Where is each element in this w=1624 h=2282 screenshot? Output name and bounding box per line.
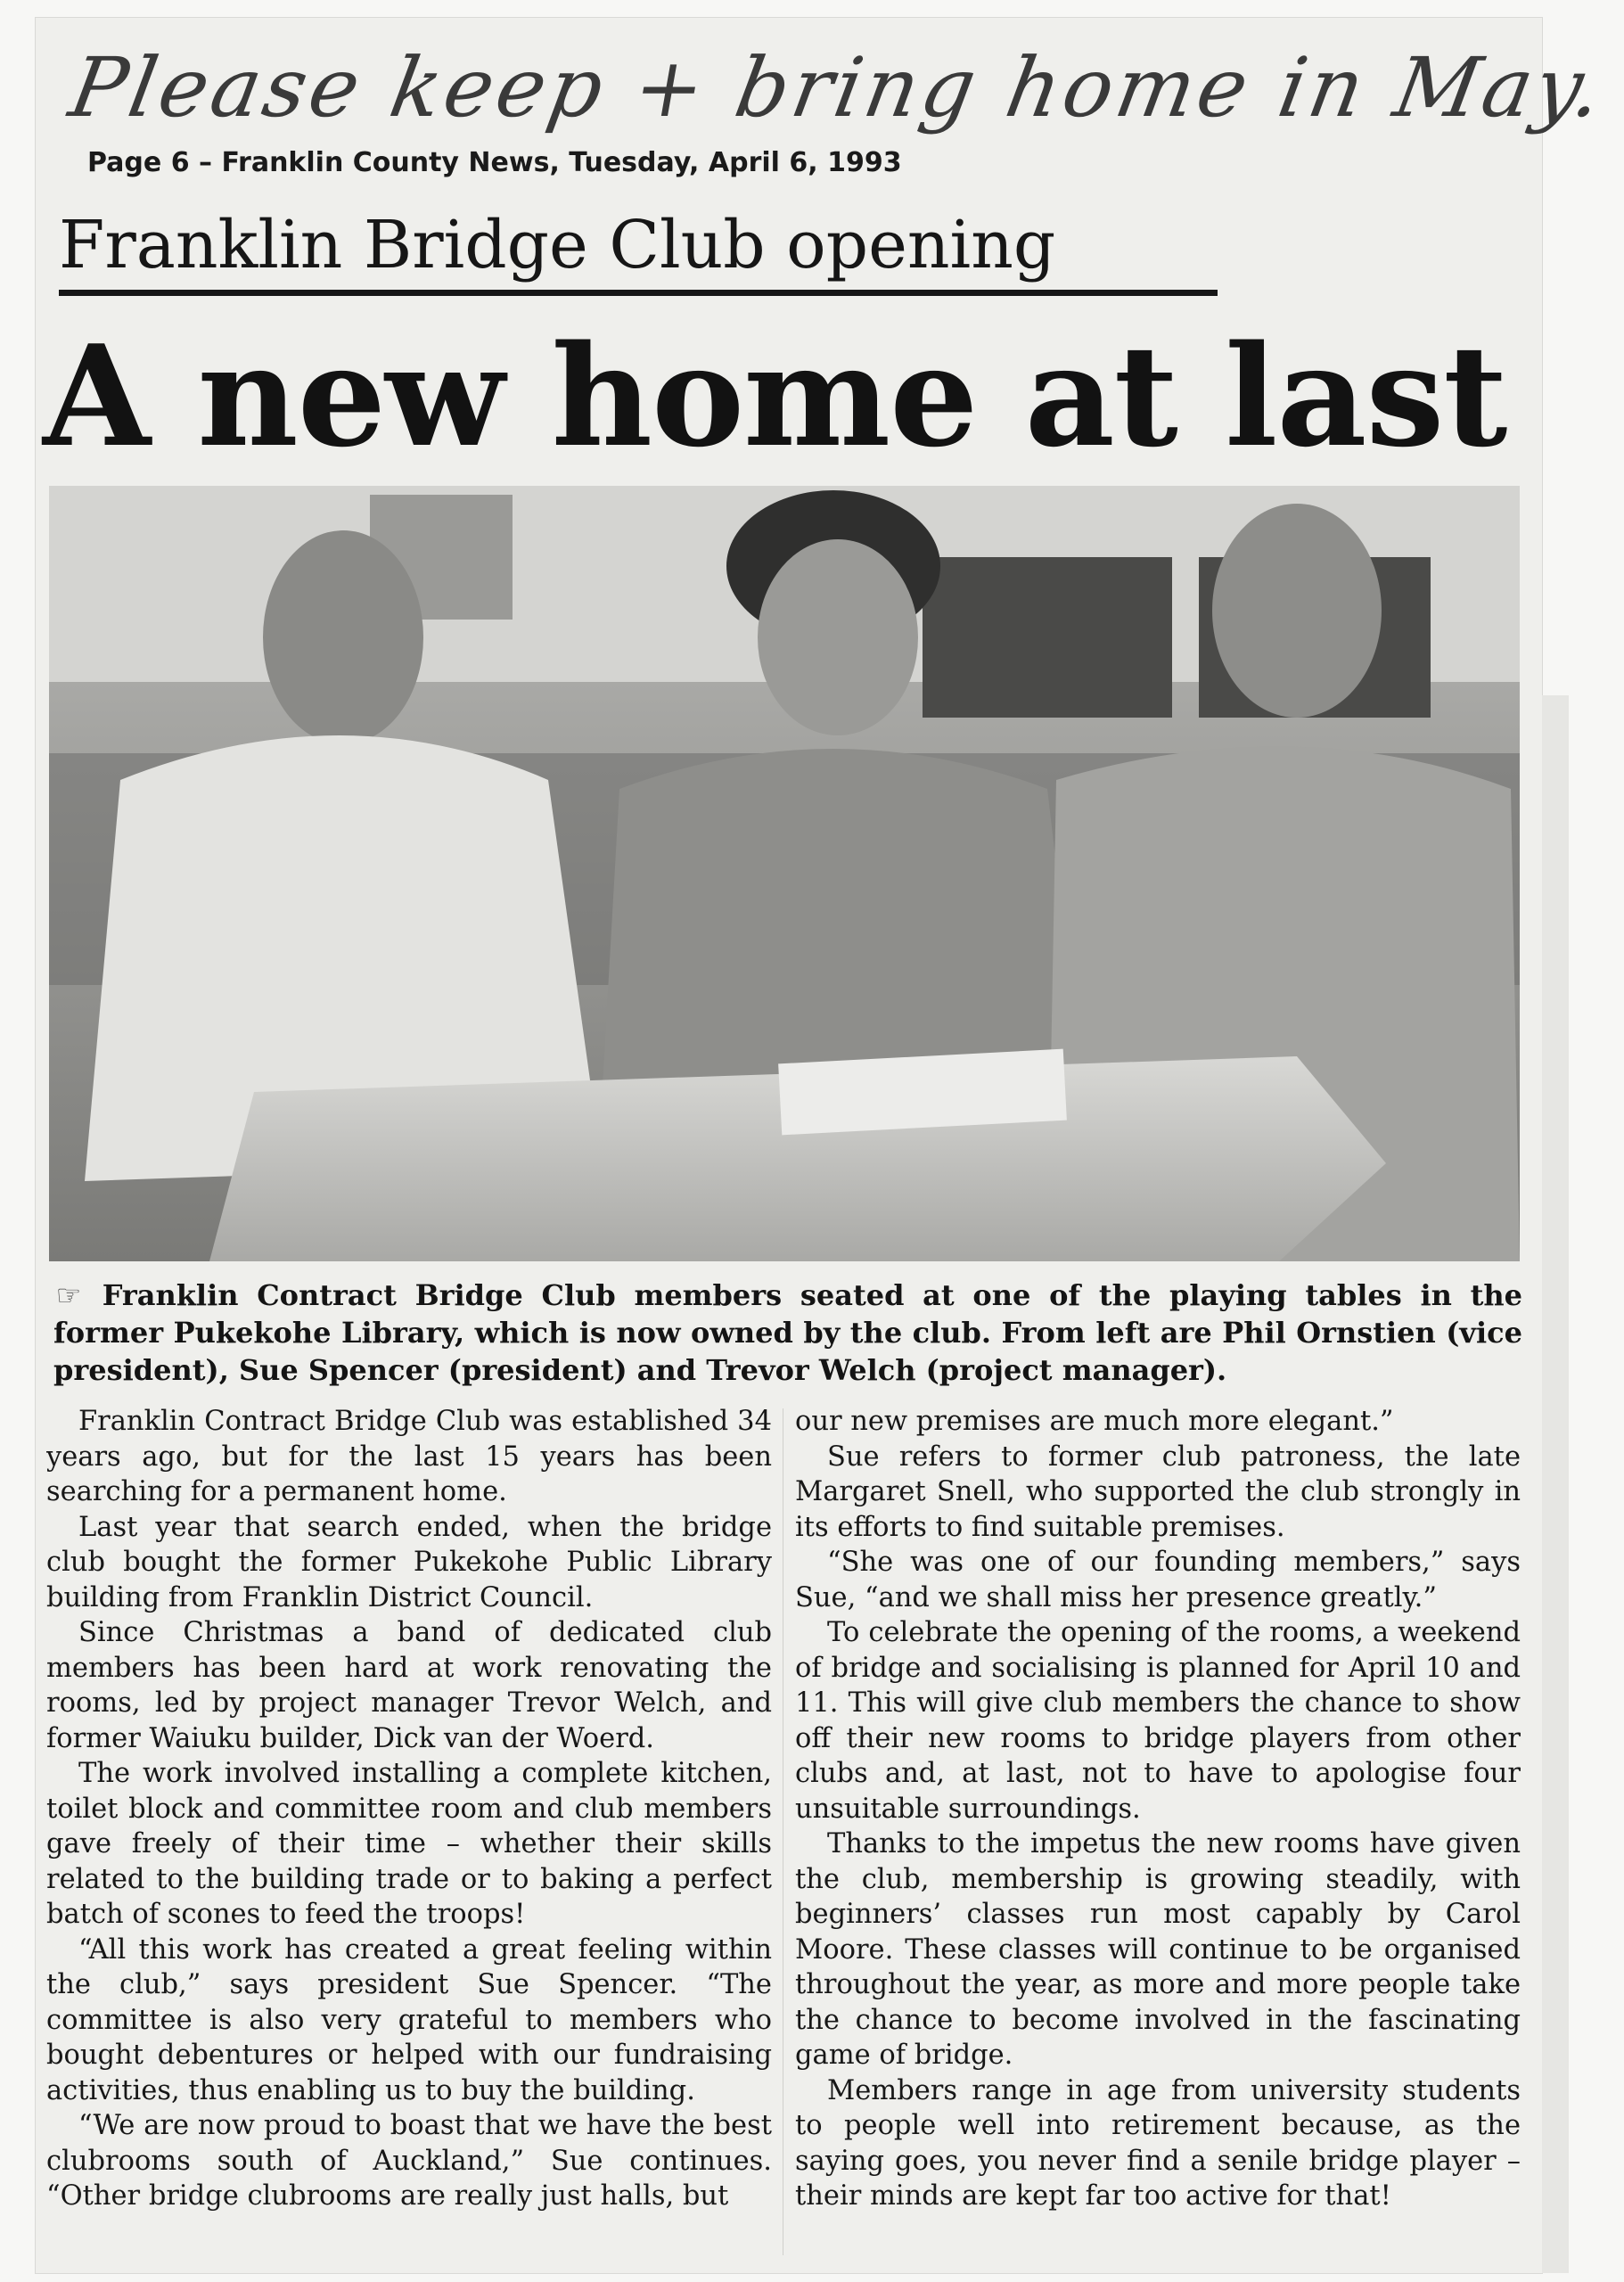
photo-caption [53, 1276, 1522, 1401]
paragraph: The work involved installing a complete kitchen, toilet block and committee room and club members gave freely of their time – whether their skills related to the building trade or to baking a perfect batch of scones to feed the troops! [46, 1758, 772, 1930]
clipping-torn-edge [1542, 695, 1569, 2273]
card-boxes [778, 1049, 1067, 1136]
adjacent-article-bleed [1444, 169, 1542, 303]
paragraph: Last year that search ended, when the bridge club bought the former Pukekohe Public Library building from Franklin District Council. [46, 1511, 772, 1613]
paragraph: “She was one of our founding members,” says Sue, “and we shall miss her presence greatly.” [795, 1547, 1521, 1613]
news-photo [49, 486, 1520, 1261]
paragraph: “We are now proud to boast that we have the best clubrooms south of Auckland,” Sue continues. “Other bridge clubrooms are really just halls, but [46, 2110, 772, 2212]
handwritten-note: Please keep + bring home in May. [62, 40, 1613, 135]
article-column-left [46, 1404, 772, 2260]
paragraph-continuation: our new premises are much more elegant.” [795, 1406, 1394, 1437]
paragraph: Franklin Contract Bridge Club was established 34 years ago, but for the last 15 years has been searching for a permanent home. [46, 1406, 772, 1507]
paragraph: “All this work has created a great feeling within the club,” says president Sue Spencer. “The committee is also very grateful to members who bought debentures or helped with our fundraising activities, thus enabling us to buy the building. [46, 1933, 772, 2106]
window-left [923, 557, 1172, 718]
page-dateline: Page 6 – Franklin County News, Tuesday, April 6, 1993 [87, 147, 902, 178]
headline: A new home at last [43, 315, 1507, 478]
article-column-right [795, 1404, 1521, 2260]
pointing-hand-icon: ☞ [55, 1278, 82, 1312]
photo-illustration [49, 486, 1520, 1261]
paragraph: Thanks to the impetus the new rooms have given the club, membership is growing steadily, with beginners’ classes run most capably by Carol Moore. These classes will continue to be organised throughout the year, as more and more people take the chance to become involved in the fascinating game of bridge. [795, 1828, 1521, 2071]
paragraph: Sue refers to former club patroness, the late Margaret Snell, who supported the club strongly in its efforts to find suitable premises. [795, 1441, 1521, 1543]
kicker-heading: Franklin Bridge Club opening [59, 207, 1056, 283]
paragraph: Members range in age from university students to people well into retirement because, as the saying goes, you never find a senile bridge player – their minds are kept far too active for that! [795, 2074, 1521, 2212]
paragraph: Since Christmas a band of dedicated club members has been hard at work renovating the rooms, led by project manager Trevor Welch, and former Waiuku builder, Dick van der Woerd. [46, 1617, 772, 1754]
caption-text: Franklin Contract Bridge Club members seated at one of the playing tables in the former Pukekohe Library, which is now owned by the club. From left are Phil Ornstien (vice president), Sue Spencer (president) and Trevor Welch (project manager). [53, 1278, 1523, 1387]
paragraph: To celebrate the opening of the rooms, a weekend of bridge and socialising is planned for April 10 and 11. This will give club members the chance to show off their new rooms to bridge players from other clubs and, at last, not to have to apologise four unsuitable surroundings. [795, 1617, 1521, 1825]
kicker-underline [59, 290, 1218, 296]
